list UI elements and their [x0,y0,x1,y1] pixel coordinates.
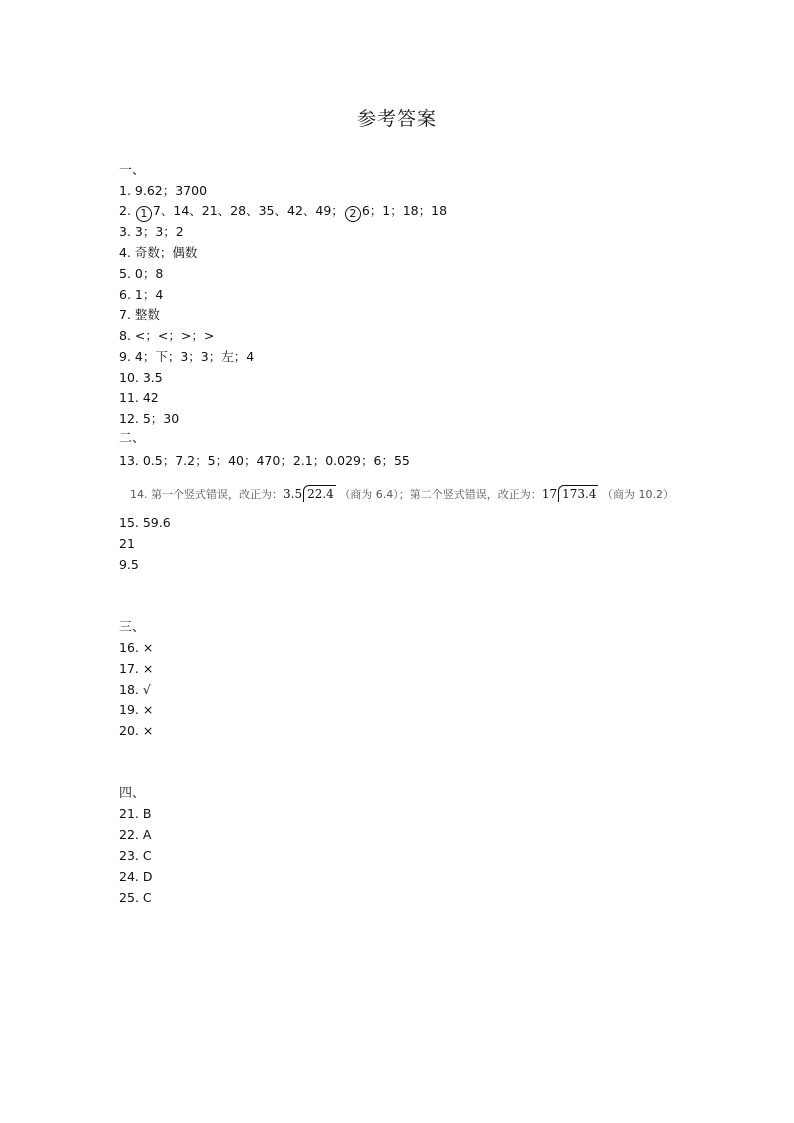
answer-19: 19. × [119,702,154,717]
circled-number-2: 2 [345,206,361,222]
answer-1: 1. 9.62；3700 [119,183,208,198]
answer-11: 11. 42 [119,390,159,405]
answer-2-part-1: 7、14、21、28、35、42、49； [152,203,344,218]
answer-14 [130,485,674,503]
answer-9: 9. 4；下；3；3；左；4 [119,349,255,364]
section-3-heading: 三、 [119,620,146,635]
dividend-1: 22.4 [303,485,336,502]
dividend-2: 173.4 [558,485,598,502]
answer-4: 4. 奇数；偶数 [119,245,198,260]
answer-2-part-2: 6；1；18；18 [361,203,448,218]
long-division-2 [542,485,599,502]
answer-15: 15. 59.6 [119,515,171,530]
answer-14-text-1: 第一个竖式错误，改正为： [151,488,283,501]
answer-14-quotient-1: （商为 6.4）；第二个竖式错误，改正为： [339,488,542,501]
answer-12: 12. 5；30 [119,411,180,426]
answer-21: 21. B [119,806,152,821]
answer-7: 7. 整数 [119,307,160,322]
answer-17: 17. × [119,661,154,676]
section-4-heading: 四、 [119,786,146,801]
answer-22: 22. A [119,827,152,842]
divisor-1: 3.5 [283,487,303,501]
circled-number-1: 1 [136,206,152,222]
answer-20: 20. × [119,723,154,738]
answer-2-prefix: 2. [119,203,131,218]
answer-18: 18. √ [119,682,151,697]
answer-3: 3. 3；3；2 [119,224,184,239]
page-title: 参考答案 [356,108,437,130]
long-division-1 [283,485,336,502]
answer-15-line-2: 21 [119,536,135,551]
answer-24: 24. D [119,869,153,884]
answer-8: 8. <；<；>；> [119,328,215,343]
answer-13: 13. 0.5；7.2；5；40；470；2.1；0.029；6；55 [119,453,410,468]
answer-25: 25. C [119,890,152,905]
answer-16: 16. × [119,640,154,655]
answer-14-number: 14. [130,488,148,501]
divisor-2: 17 [541,487,558,501]
section-1-heading: 一、 [119,163,146,178]
answer-5: 5. 0；8 [119,266,164,281]
answer-6: 6. 1；4 [119,287,164,302]
answer-2 [119,203,447,222]
answer-10: 10. 3.5 [119,370,163,385]
answer-14-quotient-2: （商为 10.2） [601,488,674,501]
answer-23: 23. C [119,848,152,863]
section-2-heading: 二、 [119,431,146,446]
answer-15-line-3: 9.5 [119,557,139,572]
